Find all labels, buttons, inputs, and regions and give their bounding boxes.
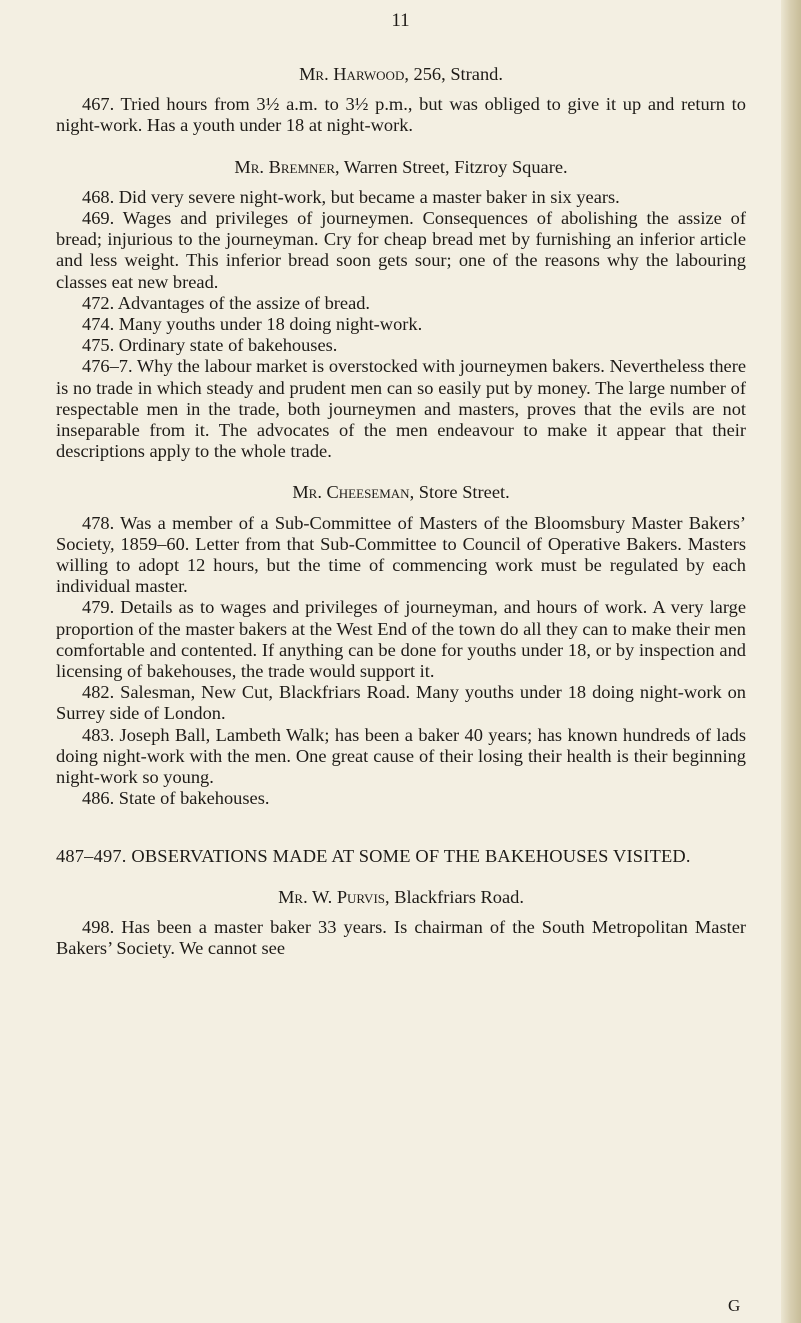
paragraph-472: 472. Advantages of the assize of bread.: [82, 292, 371, 313]
witness-address: , Store Street.: [409, 482, 510, 503]
witness-name: Mr. Harwood: [299, 64, 405, 84]
section-heading: [56, 64, 746, 85]
paragraph-476-7: 476–7. Why the labour market is overstocked with journeymen bakers. Nevertheless there is no trade in which steady and prudent men can so easily put by money. The large number of respectable men in the trade, both journeymen and masters, proves that the evils are not inseparable from it. The advocates of the men endeavour to make it appear that their descriptions apply to the whole trade.: [56, 356, 746, 462]
witness-address: , Blackfriars Road.: [385, 886, 524, 907]
witness-address: , Warren Street, Fitzroy Square.: [335, 156, 568, 177]
section-heading: [56, 887, 746, 908]
observations-heading: 487–497. OBSERVATIONS MADE AT SOME OF THE BAKEHOUSES VISITED.: [56, 845, 691, 866]
paragraph-479: 479. Details as to wages and privileges of journeyman, and hours of work. A very large proportion of the master bakers at the West End of the town do all they can to make their men comfortable and contented. If anything can be done for youths under 18, or by inspection and licensing of bakehouses, the trade would support it.: [56, 597, 746, 682]
section-harwood: [56, 64, 746, 137]
paragraph-478: 478. Was a member of a Sub-Committee of Masters of the Bloomsbury Master Bakers’ Society, 1859–60. Letter from that Sub-Committee to Council of Operative Bakers. Masters willing to adopt 12 hours, but the time of commencing work must be regulated by each individual master.: [56, 512, 746, 597]
paragraph-474: 474. Many youths under 18 doing night-work.: [82, 314, 423, 335]
section-bremner: [56, 157, 746, 463]
paragraph-468: 468. Did very severe night-work, but became a master baker in six years.: [82, 186, 620, 207]
witness-address: , 256, Strand.: [404, 64, 503, 84]
section-observations: [56, 846, 746, 867]
paragraph-486: 486. State of bakehouses.: [82, 788, 270, 809]
section-heading: [56, 482, 746, 503]
section-heading: [56, 157, 746, 178]
paragraph-482: 482. Salesman, New Cut, Blackfriars Road. Many youths under 18 doing night-work on Surrey side of London.: [56, 682, 746, 724]
page-body: [56, 64, 746, 959]
signature-mark: G: [728, 1296, 741, 1315]
witness-name: Mr. Cheeseman: [292, 482, 410, 503]
paragraph-483: 483. Joseph Ball, Lambeth Walk; has been a baker 40 years; has known hundreds of lads doing night-work with the men. One great cause of their losing their health is their beginning night-work so young.: [56, 724, 746, 788]
paragraph-467: 467. Tried hours from 3½ a.m. to 3½ p.m., but was obliged to give it up and return to night-work. Has a youth under 18 at night-work.: [56, 94, 746, 136]
paragraph-498: 498. Has been a master baker 33 years. Is chairman of the South Metropolitan Master Bakers’ Society. We cannot see: [56, 916, 746, 959]
page-number: 11: [391, 10, 410, 31]
page-edge-shadow: [781, 0, 801, 1323]
section-purvis: [56, 887, 746, 960]
paragraph-475: 475. Ordinary state of bakehouses.: [82, 335, 338, 356]
section-cheeseman: [56, 482, 746, 809]
witness-name: Mr. W. Purvis: [278, 886, 386, 907]
paragraph-469: 469. Wages and privileges of journeymen. Consequences of abolishing the assize of bread; injurious to the journeyman. Cry for cheap bread met by furnishing an inferior article and less weight. This inferior bread soon gets sour; one of the reasons why the labouring classes eat new bread.: [56, 208, 746, 292]
witness-name: Mr. Bremner: [234, 156, 336, 177]
